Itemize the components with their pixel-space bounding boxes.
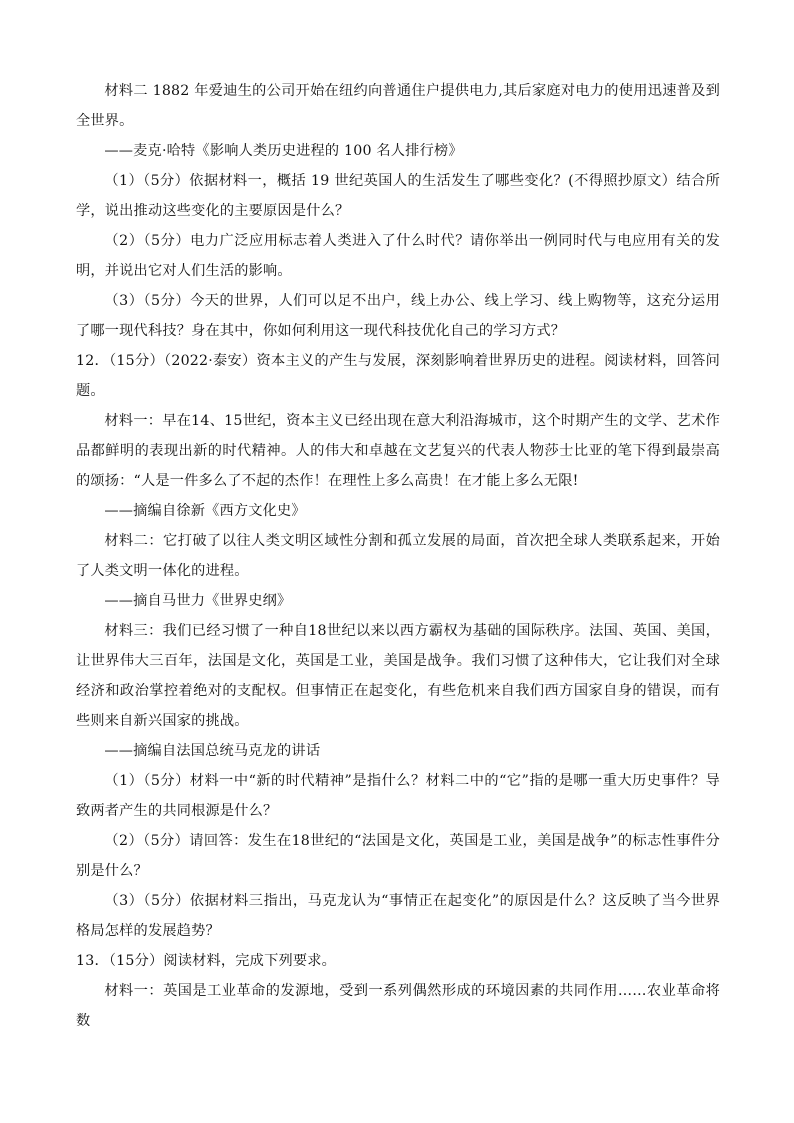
sub-question: （1）（5分）依据材料一，概括 19 世纪英国人的生活发生了哪些变化？(不得照抄原文）结合所学，说出推动这些变化的主要原因是什么？ — [76, 173, 720, 219]
sub-question: （3）（5分）今天的世界，人们可以足不出户，线上办公、线上学习、线上购物等，这充分运用了哪一现代科技？身在其中，你如何利用这一现代科技优化自己的学习方式？ — [76, 293, 720, 339]
question-heading: 13．（15分）阅读材料，完成下列要求。 — [76, 953, 337, 969]
source-citation: ——摘编自徐新《西方文化史》 — [104, 503, 306, 519]
material-paragraph: 材料一：早在14、15世纪，资本主义已经出现在意大利沿海城市，这个时期产生的文学、艺术作品都鲜明的表现出新的时代精神。人的伟大和卓越在文艺复兴的代表人物莎士比亚的笔下得到最崇高的颂扬：“人是一件多么了不起的杰作！在理性上多么高贵！在才能上多么无限! — [76, 413, 720, 489]
question-heading: 12．（15分）（2022·泰安）资本主义的产生与发展，深刻影响着世界历史的进程。阅读材料，回答问题。 — [76, 353, 720, 399]
material-paragraph: 材料三：我们已经习惯了一种自18世纪以来以西方霸权为基础的国际秩序。法国、英国、美国，让世界伟大三百年，法国是文化，英国是工业，美国是战争。我们习惯了这种伟大，它让我们对全球经济和政治掌控着绝对的支配权。但事情正在起变化，有些危机来自我们西方国家自身的错误，而有些则来自新兴国家的挑战。 — [76, 623, 720, 729]
source-citation: ——摘编自法国总统马克龙的讲话 — [104, 743, 321, 759]
material-paragraph: 材料二 1882 年爱迪生的公司开始在纽约向普通住户提供电力,其后家庭对电力的使用迅速普及到全世界。 — [76, 83, 720, 129]
sub-question: （2）（5分）电力广泛应用标志着人类进入了什么时代？请你举出一例同时代与电应用有关的发明，并说出它对人们生活的影响。 — [76, 233, 720, 279]
material-paragraph: 材料一：英国是工业革命的发源地，受到一系列偶然形成的环境因素的共同作用……农业革命将数 — [76, 983, 720, 1029]
source-citation: ——摘自马世力《世界史纲》 — [104, 593, 292, 609]
sub-question: （1）（5分）材料一中“新的时代精神”是指什么？材料二中的“它”指的是哪一重大历史事件？导致两者产生的共同根源是什么？ — [76, 773, 720, 819]
source-citation: ——麦克·哈特《影响人类历史进程的 100 名人排行榜》 — [104, 143, 463, 159]
sub-question: （3）（5分）依据材料三指出，马克龙认为“事情正在起变化”的原因是什么？这反映了当今世界格局怎样的发展趋势？ — [76, 893, 720, 939]
material-paragraph: 材料二：它打破了以往人类文明区域性分割和孤立发展的局面，首次把全球人类联系起来，开始了人类文明一体化的进程。 — [76, 533, 720, 579]
sub-question: （2）（5分）请回答：发生在18世纪的“法国是文化，英国是工业，美国是战争”的标志性事件分别是什么？ — [76, 833, 720, 879]
